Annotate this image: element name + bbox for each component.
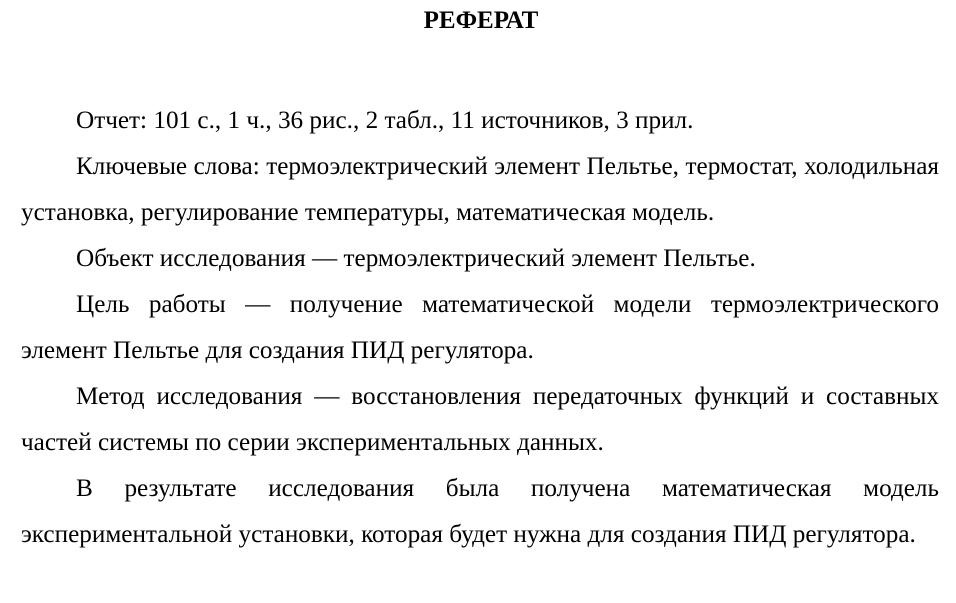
document-body — [21, 98, 939, 558]
research-object-paragraph: Объект исследования — термоэлектрический элемент Пельтье. — [76, 245, 756, 272]
work-goal-paragraph: Цель работы — получение математической модели термоэлектрического элемент Пельтье для создания ПИД регулятора. — [21, 291, 939, 364]
document-title: РЕФЕРАТ — [423, 7, 539, 34]
research-result-paragraph: В результате исследования была получена математическая модель экспериментальной установки, которая будет нужна для создания ПИД регулятора. — [21, 475, 939, 548]
keywords-paragraph: Ключевые слова: термоэлектрический элемент Пельтье, термостат, холодильная установка, регулирование температуры, математическая модель. — [21, 153, 939, 226]
research-method-paragraph: Метод исследования — восстановления передаточных функций и составных частей системы по серии экспериментальных данных. — [21, 383, 939, 456]
report-summary-paragraph: Отчет: 101 с., 1 ч., 36 рис., 2 табл., 11 источников, 3 прил. — [76, 107, 694, 134]
